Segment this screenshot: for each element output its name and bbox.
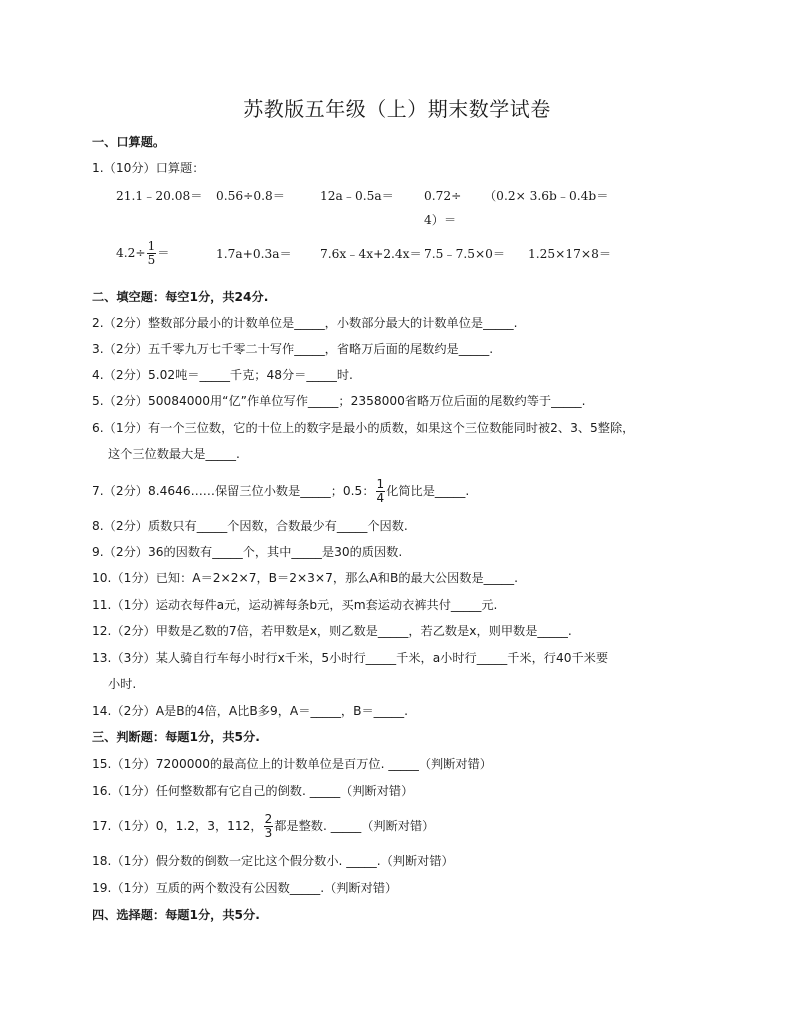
question-14: 14.（2分）A是B的4倍，A比B多9，A＝_____，B＝_____. — [92, 704, 408, 718]
question-4: 4.（2分）5.02吨＝_____千克；48分＝_____时. — [92, 368, 353, 382]
calc-item-fraction — [116, 240, 169, 267]
calc-item: 1.7a+0.3a＝ — [216, 247, 292, 261]
fraction — [376, 478, 386, 505]
calc-item: 0.72÷ — [424, 189, 462, 203]
fraction — [264, 813, 274, 840]
question-text: 化简比是_____. — [386, 484, 470, 498]
calc-item: 4）＝ — [424, 213, 457, 227]
calc-item: 21.1﹣20.08＝ — [116, 189, 203, 203]
numerator: 1 — [376, 477, 385, 491]
numerator: 1 — [147, 239, 156, 253]
section-heading-true-false: 三、判断题：每题1分，共5分. — [92, 730, 260, 744]
question-2: 2.（2分）整数部分最小的计数单位是_____，小数部分最大的计数单位是_____. — [92, 316, 518, 330]
section-heading-fill-blank: 二、填空题：每空1分，共24分. — [92, 290, 269, 304]
calc-item: 0.56÷0.8＝ — [216, 189, 285, 203]
page-title: 苏教版五年级（上）期末数学试卷 — [243, 97, 551, 121]
question-11: 11.（1分）运动衣每件a元，运动裤每条b元，买m套运动衣裤共付_____元. — [92, 598, 498, 612]
question-text: 都是整数. _____（判断对错） — [274, 819, 435, 833]
question-10: 10.（1分）已知：A＝2×2×7，B＝2×3×7，那么A和B的最大公因数是_____. — [92, 571, 518, 585]
denominator: 5 — [147, 253, 156, 267]
question-16: 16.（1分）任何整数都有它自己的倒数. _____（判断对错） — [92, 784, 414, 798]
section-heading-multiple-choice: 四、选择题：每题1分，共5分. — [92, 908, 260, 922]
calc-text: 4.2÷ — [116, 246, 146, 260]
calc-item: 1.25×17×8＝ — [528, 247, 612, 261]
question-9: 9.（2分）36的因数有_____个，其中_____是30的质因数. — [92, 545, 403, 559]
question-5: 5.（2分）50084000用“亿”作单位写作_____；2358000省略万位后面的尾数约等于_____. — [92, 394, 586, 408]
fraction — [147, 240, 157, 267]
question-3: 3.（2分）五千零九万七千零二十写作_____，省略万后面的尾数约是_____. — [92, 342, 494, 356]
question-12: 12.（2分）甲数是乙数的7倍，若甲数是x，则乙数是_____，若乙数是x，则甲数是_____. — [92, 624, 572, 638]
section-heading-mental-math: 一、口算题。 — [92, 135, 166, 149]
question-text: 17.（1分）0，1.2，3，112， — [92, 819, 263, 833]
denominator: 3 — [264, 826, 273, 840]
question-text: 7.（2分）8.4646……保留三位小数是_____；0.5： — [92, 484, 375, 498]
question-18: 18.（1分）假分数的倒数一定比这个假分数小. _____.（判断对错） — [92, 854, 454, 868]
denominator: 4 — [376, 491, 385, 505]
question-13-line-2: 小时. — [108, 677, 137, 691]
question-13-line-1: 13.（3分）某人骑自行车每小时行x千米，5小时行_____千米，a小时行_____千米，行40千米要 — [92, 651, 609, 665]
question-7 — [92, 478, 469, 505]
calc-item: 7.5﹣7.5×0＝ — [424, 247, 506, 261]
question-1-heading: 1.（10分）口算题： — [92, 161, 205, 175]
numerator: 2 — [264, 812, 273, 826]
question-17 — [92, 813, 434, 840]
question-15: 15.（1分）7200000的最高位上的计数单位是百万位. _____（判断对错） — [92, 757, 492, 771]
calc-item: 12a﹣0.5a＝ — [320, 189, 394, 203]
question-8: 8.（2分）质数只有_____个因数，合数最少有_____个因数. — [92, 519, 408, 533]
question-19: 19.（1分）互质的两个数没有公因数_____.（判断对错） — [92, 881, 398, 895]
calc-text: ＝ — [157, 246, 170, 260]
question-6-line-2: 这个三位数最大是_____. — [108, 447, 240, 461]
calc-item: 7.6x﹣4x+2.4x＝ — [320, 247, 422, 261]
question-6-line-1: 6.（1分）有一个三位数，它的十位上的数字是最小的质数，如果这个三位数能同时被2、3、5整除， — [92, 421, 635, 435]
calc-item: （0.2× 3.6b﹣0.4b＝ — [484, 189, 609, 203]
